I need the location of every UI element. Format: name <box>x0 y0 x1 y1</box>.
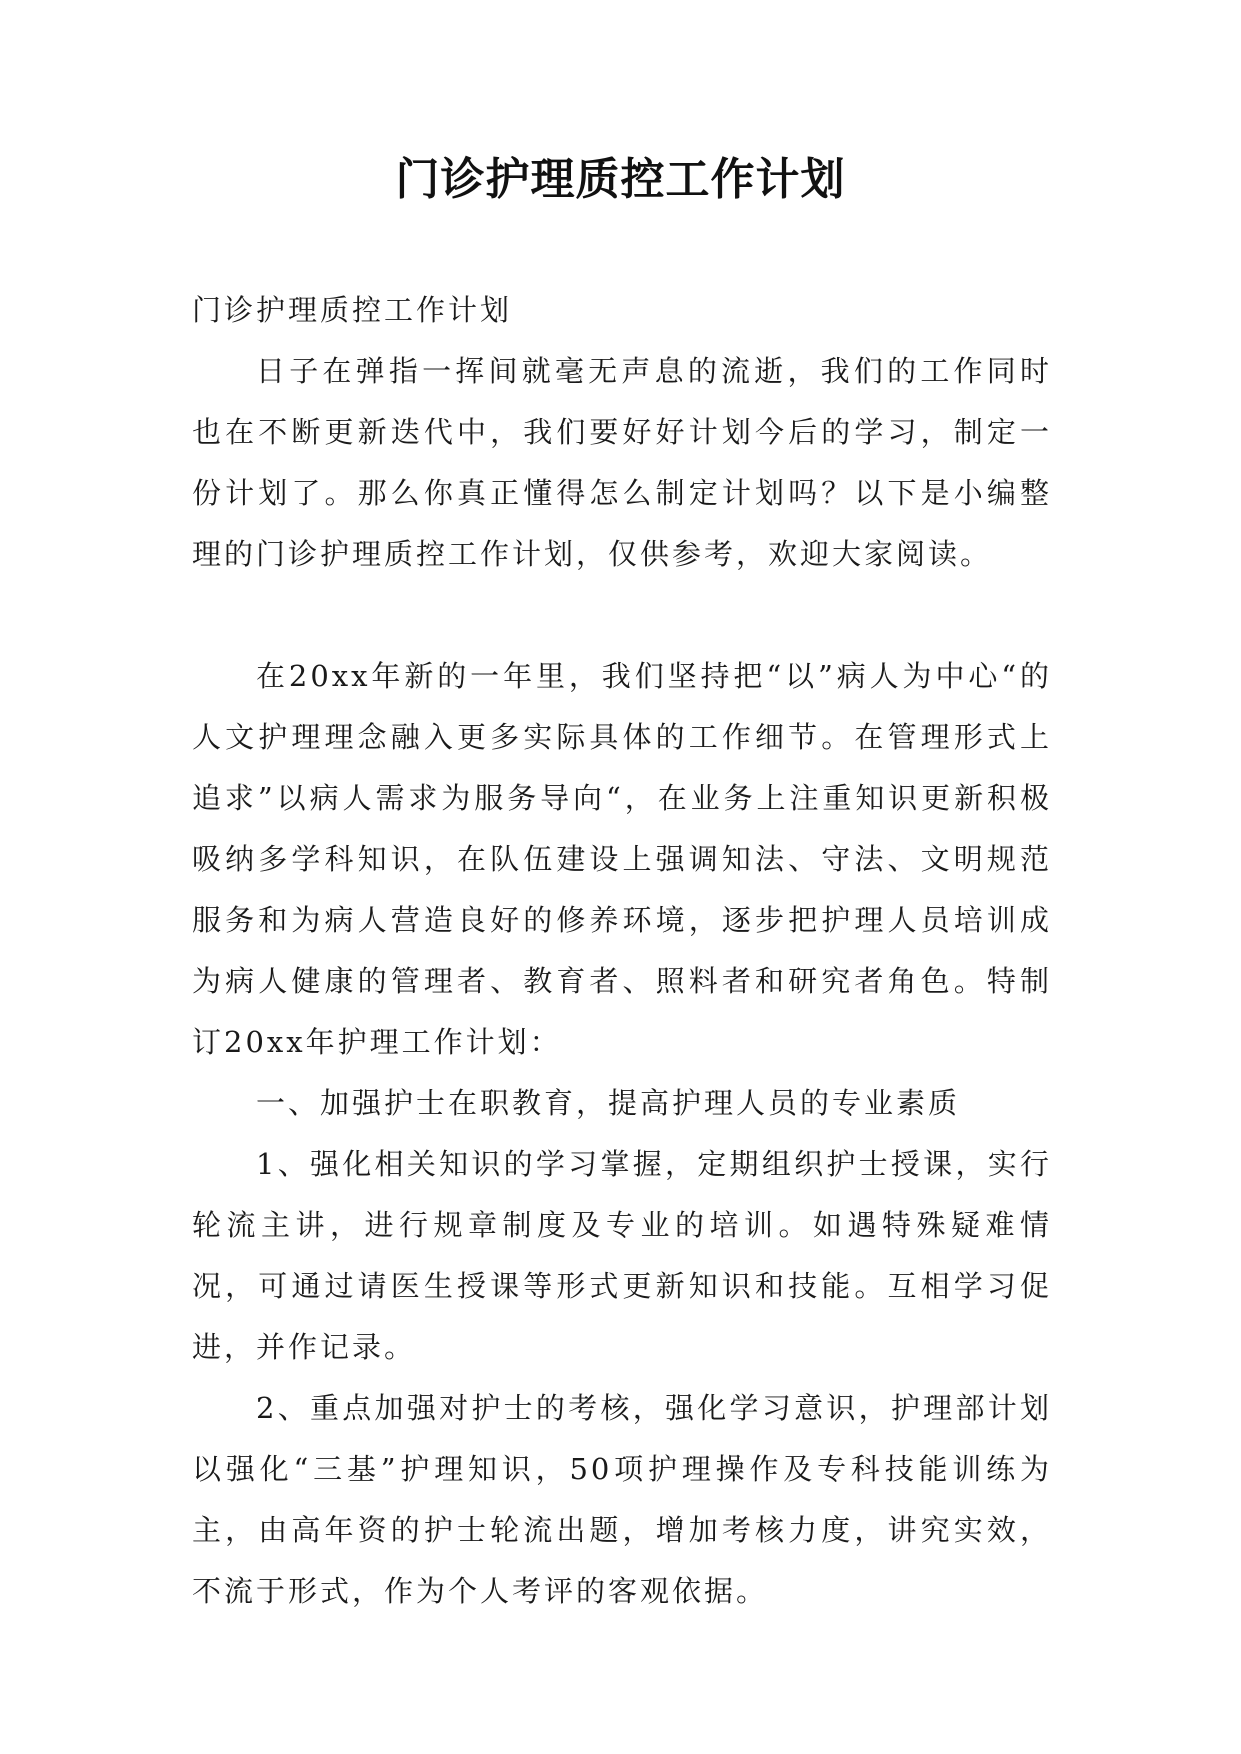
paragraph-subtitle: 门诊护理质控工作计划 <box>192 293 513 327</box>
paragraph-intro: 日子在弹指一挥间就毫无声息的流逝，我们的工作同时也在不断更新迭代中，我们要好好计划今后的学习，制定一份计划了。那么你真正懂得怎么制定计划吗？以下是小编整理的门诊护理质控工作计划，仅供参考，欢迎大家阅读。 <box>192 354 1052 571</box>
section-heading-1: 一、加强护士在职教育，提高护理人员的专业素质 <box>256 1086 961 1120</box>
paragraph-overview: 在20xx年新的一年里，我们坚持把“以”病人为中心“的人文护理理念融入更多实际具体的工作细节。在管理形式上追求”以病人需求为服务导向“，在业务上注重知识更新积极吸纳多学科知识，在队伍建设上强调知法、守法、文明规范服务和为病人营造良好的修养环境，逐步把护理人员培训成为病人健康的管理者、教育者、照料者和研究者角色。特制订20xx年护理工作计划： <box>192 659 1052 1059</box>
document-title: 门诊护理质控工作计划 <box>395 154 846 205</box>
paragraph-item-2: 2、重点加强对护士的考核，强化学习意识，护理部计划以强化“三基”护理知识，50项护理操作及专科技能训练为主，由高年资的护士轮流出题，增加考核力度，讲究实效，不流于形式，作为个人考评的客观依据。 <box>192 1391 1052 1608</box>
paragraph-item-1: 1、强化相关知识的学习掌握，定期组织护士授课，实行轮流主讲，进行规章制度及专业的培训。如遇特殊疑难情况，可通过请医生授课等形式更新知识和技能。互相学习促进，并作记录。 <box>192 1147 1052 1364</box>
document-body <box>192 280 1052 1622</box>
